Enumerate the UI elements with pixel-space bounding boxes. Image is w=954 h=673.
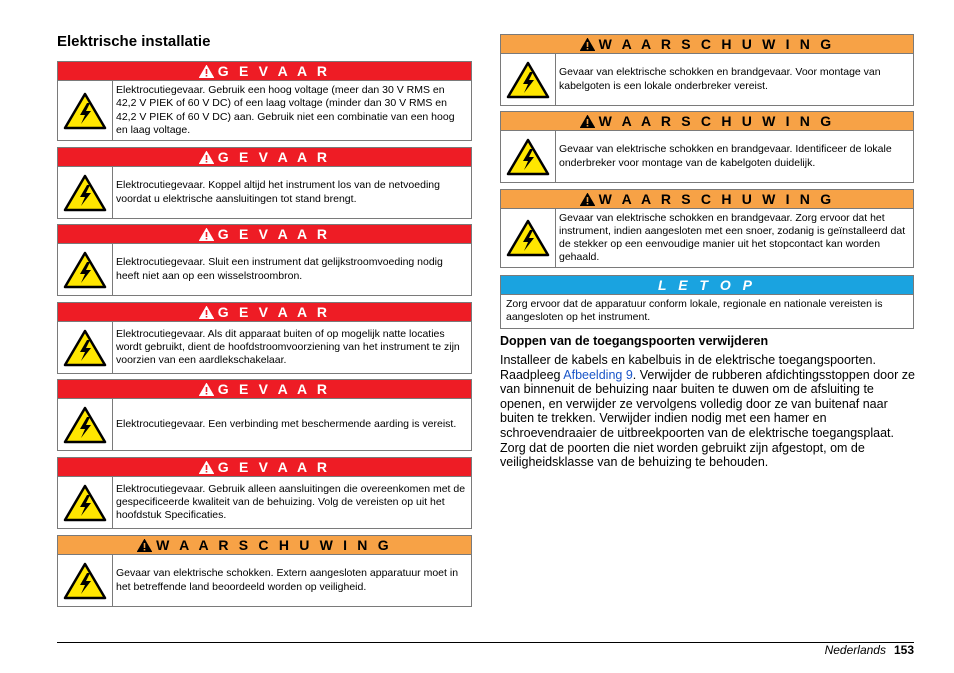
warning-triangle-icon (199, 461, 214, 474)
hazard-text: Elektrocutiegevaar. Gebruik alleen aansluitingen die overeenkomen met de gespecificeerde kwaliteit van de behuizing. Volg de vereisten op uit het hoofdstuk Specificaties. (116, 482, 466, 522)
danger-box-5 (57, 379, 472, 451)
electric-shock-icon (501, 54, 556, 105)
hazard-text: Gevaar van elektrische schokken en brandgevaar. Zorg ervoor dat het instrument, indien aangesloten met een snoer, zodanig is geïnstalleerd dat de stekker op een eenvoudige manier uit het stopcontact kan worden gehaald. (559, 211, 906, 264)
notice-box (500, 275, 914, 329)
danger-header (58, 62, 471, 81)
electric-shock-icon (58, 555, 113, 606)
hazard-text: Gevaar van elektrische schokken en brandgevaar. Voor montage van kabelgoten is een lokale onderbreker vereist. (559, 66, 881, 92)
danger-box-4 (57, 302, 472, 374)
hazard-text: Elektrocutiegevaar. Gebruik een hoog voltage (meer dan 30 V RMS en 42,2 V PIEK of 60 V DC) of een laag voltage (minder dan 30 V RMS en 42,2 V PIEK of 60 V DC) aan. Gebruik niet een combinatie van een hoog en laag voltage. (116, 84, 455, 136)
warning-triangle-icon (199, 228, 214, 241)
electric-shock-icon (58, 167, 113, 218)
notice-header: L E T O P (501, 276, 913, 295)
warning-triangle-icon (199, 306, 214, 319)
warning-triangle-icon (580, 38, 595, 51)
warning-triangle-icon (199, 383, 214, 396)
warning-triangle-icon (580, 193, 595, 206)
danger-label: G E V A A R (217, 149, 331, 165)
hazard-text: Elektrocutiegevaar. Koppel altijd het instrument los van de netvoeding voordat u elektrische aansluitingen tot stand brengt. (116, 179, 440, 205)
hazard-text: Elektrocutiegevaar. Sluit een instrument dat gelijkstroomvoeding nodig heeft niet aan op een wisselstroombron. (116, 256, 443, 282)
notice-text: Zorg ervoor dat de apparatuur conform lokale, regionale en nationale vereisten is aangesloten op het instrument. (506, 298, 883, 324)
warning-label: W A A R S C H U W I N G (598, 191, 835, 207)
electric-shock-icon (58, 477, 113, 528)
warning-header (501, 190, 913, 209)
warning-box-left (57, 535, 472, 607)
danger-header (58, 303, 471, 322)
hazard-text: Elektrocutiegevaar. Als dit apparaat buiten of op mogelijk natte locaties wordt gebruikt, dient de hoofdstroomvoorziening van het instrument te zijn voorzien van een aardlekschakelaar. (116, 327, 460, 367)
warning-header (501, 112, 913, 131)
electric-shock-icon (58, 81, 113, 140)
warning-label: W A A R S C H U W I N G (598, 113, 835, 129)
warning-box-right-2 (500, 111, 914, 183)
danger-header (58, 148, 471, 167)
warning-box-right-1 (500, 34, 914, 106)
danger-label: G E V A A R (217, 63, 331, 79)
danger-box-2 (57, 147, 472, 219)
danger-header (58, 225, 471, 244)
danger-header (58, 458, 471, 477)
danger-label: G E V A A R (217, 226, 331, 242)
hazard-text: Elektrocutiegevaar. Een verbinding met beschermende aarding is vereist. (116, 417, 457, 430)
warning-triangle-icon (137, 539, 152, 552)
electric-shock-icon (58, 322, 113, 373)
warning-label: W A A R S C H U W I N G (156, 537, 392, 553)
electric-shock-icon (58, 244, 113, 295)
danger-label: G E V A A R (217, 459, 331, 475)
warning-triangle-icon (580, 115, 595, 128)
electric-shock-icon (501, 209, 556, 267)
paragraph-text: Installeer de kabels en kabelbuis in de elektrische toegangspoorten. Raadpleeg (500, 353, 876, 382)
body-paragraph (500, 353, 915, 470)
warning-header (58, 536, 471, 555)
warning-box-right-3 (500, 189, 914, 268)
warning-triangle-icon (199, 65, 214, 78)
section-title: Elektrische installatie (57, 33, 211, 50)
danger-box-3 (57, 224, 472, 296)
danger-box-1 (57, 61, 472, 141)
warning-label: W A A R S C H U W I N G (598, 36, 835, 52)
electric-shock-icon (58, 399, 113, 450)
electric-shock-icon (501, 131, 556, 182)
danger-header (58, 380, 471, 399)
hazard-text: Gevaar van elektrische schokken en brandgevaar. Identificeer de lokale onderbreker voor montage van de kabelgoten duidelijk. (559, 143, 892, 169)
danger-label: G E V A A R (217, 381, 331, 397)
warning-header (501, 35, 913, 54)
warning-triangle-icon (199, 151, 214, 164)
paragraph-text: . Verwijder de rubberen afdichtingsstoppen door ze van binnenuit de behuizing naar buiten te duwen om de afsluiting te openen, en verwijder ze vervolgens volledig door ze van buitenaf naar buiten te trekken. Verwijder indien nodig met een hamer en schroevendraaier de uitbreekpoorten van de elektrische toegangsplaat. Zorg dat de poorten die niet worden gebruikt zijn afgestopt, om de veiligheidsklasse van de behuizing te behouden. (500, 367, 915, 470)
footer-divider (57, 642, 914, 643)
footer (825, 643, 914, 657)
figure-link[interactable]: Afbeelding 9 (563, 367, 633, 382)
danger-label: G E V A A R (217, 304, 331, 320)
hazard-text: Gevaar van elektrische schokken. Extern aangesloten apparatuur moet in het betreffende land beoordeeld worden op veiligheid. (116, 567, 459, 593)
danger-box-6 (57, 457, 472, 529)
footer-language: Nederlands (824, 643, 886, 657)
subsection-title: Doppen van de toegangspoorten verwijderen (500, 334, 769, 348)
page-number: 153 (893, 643, 914, 657)
